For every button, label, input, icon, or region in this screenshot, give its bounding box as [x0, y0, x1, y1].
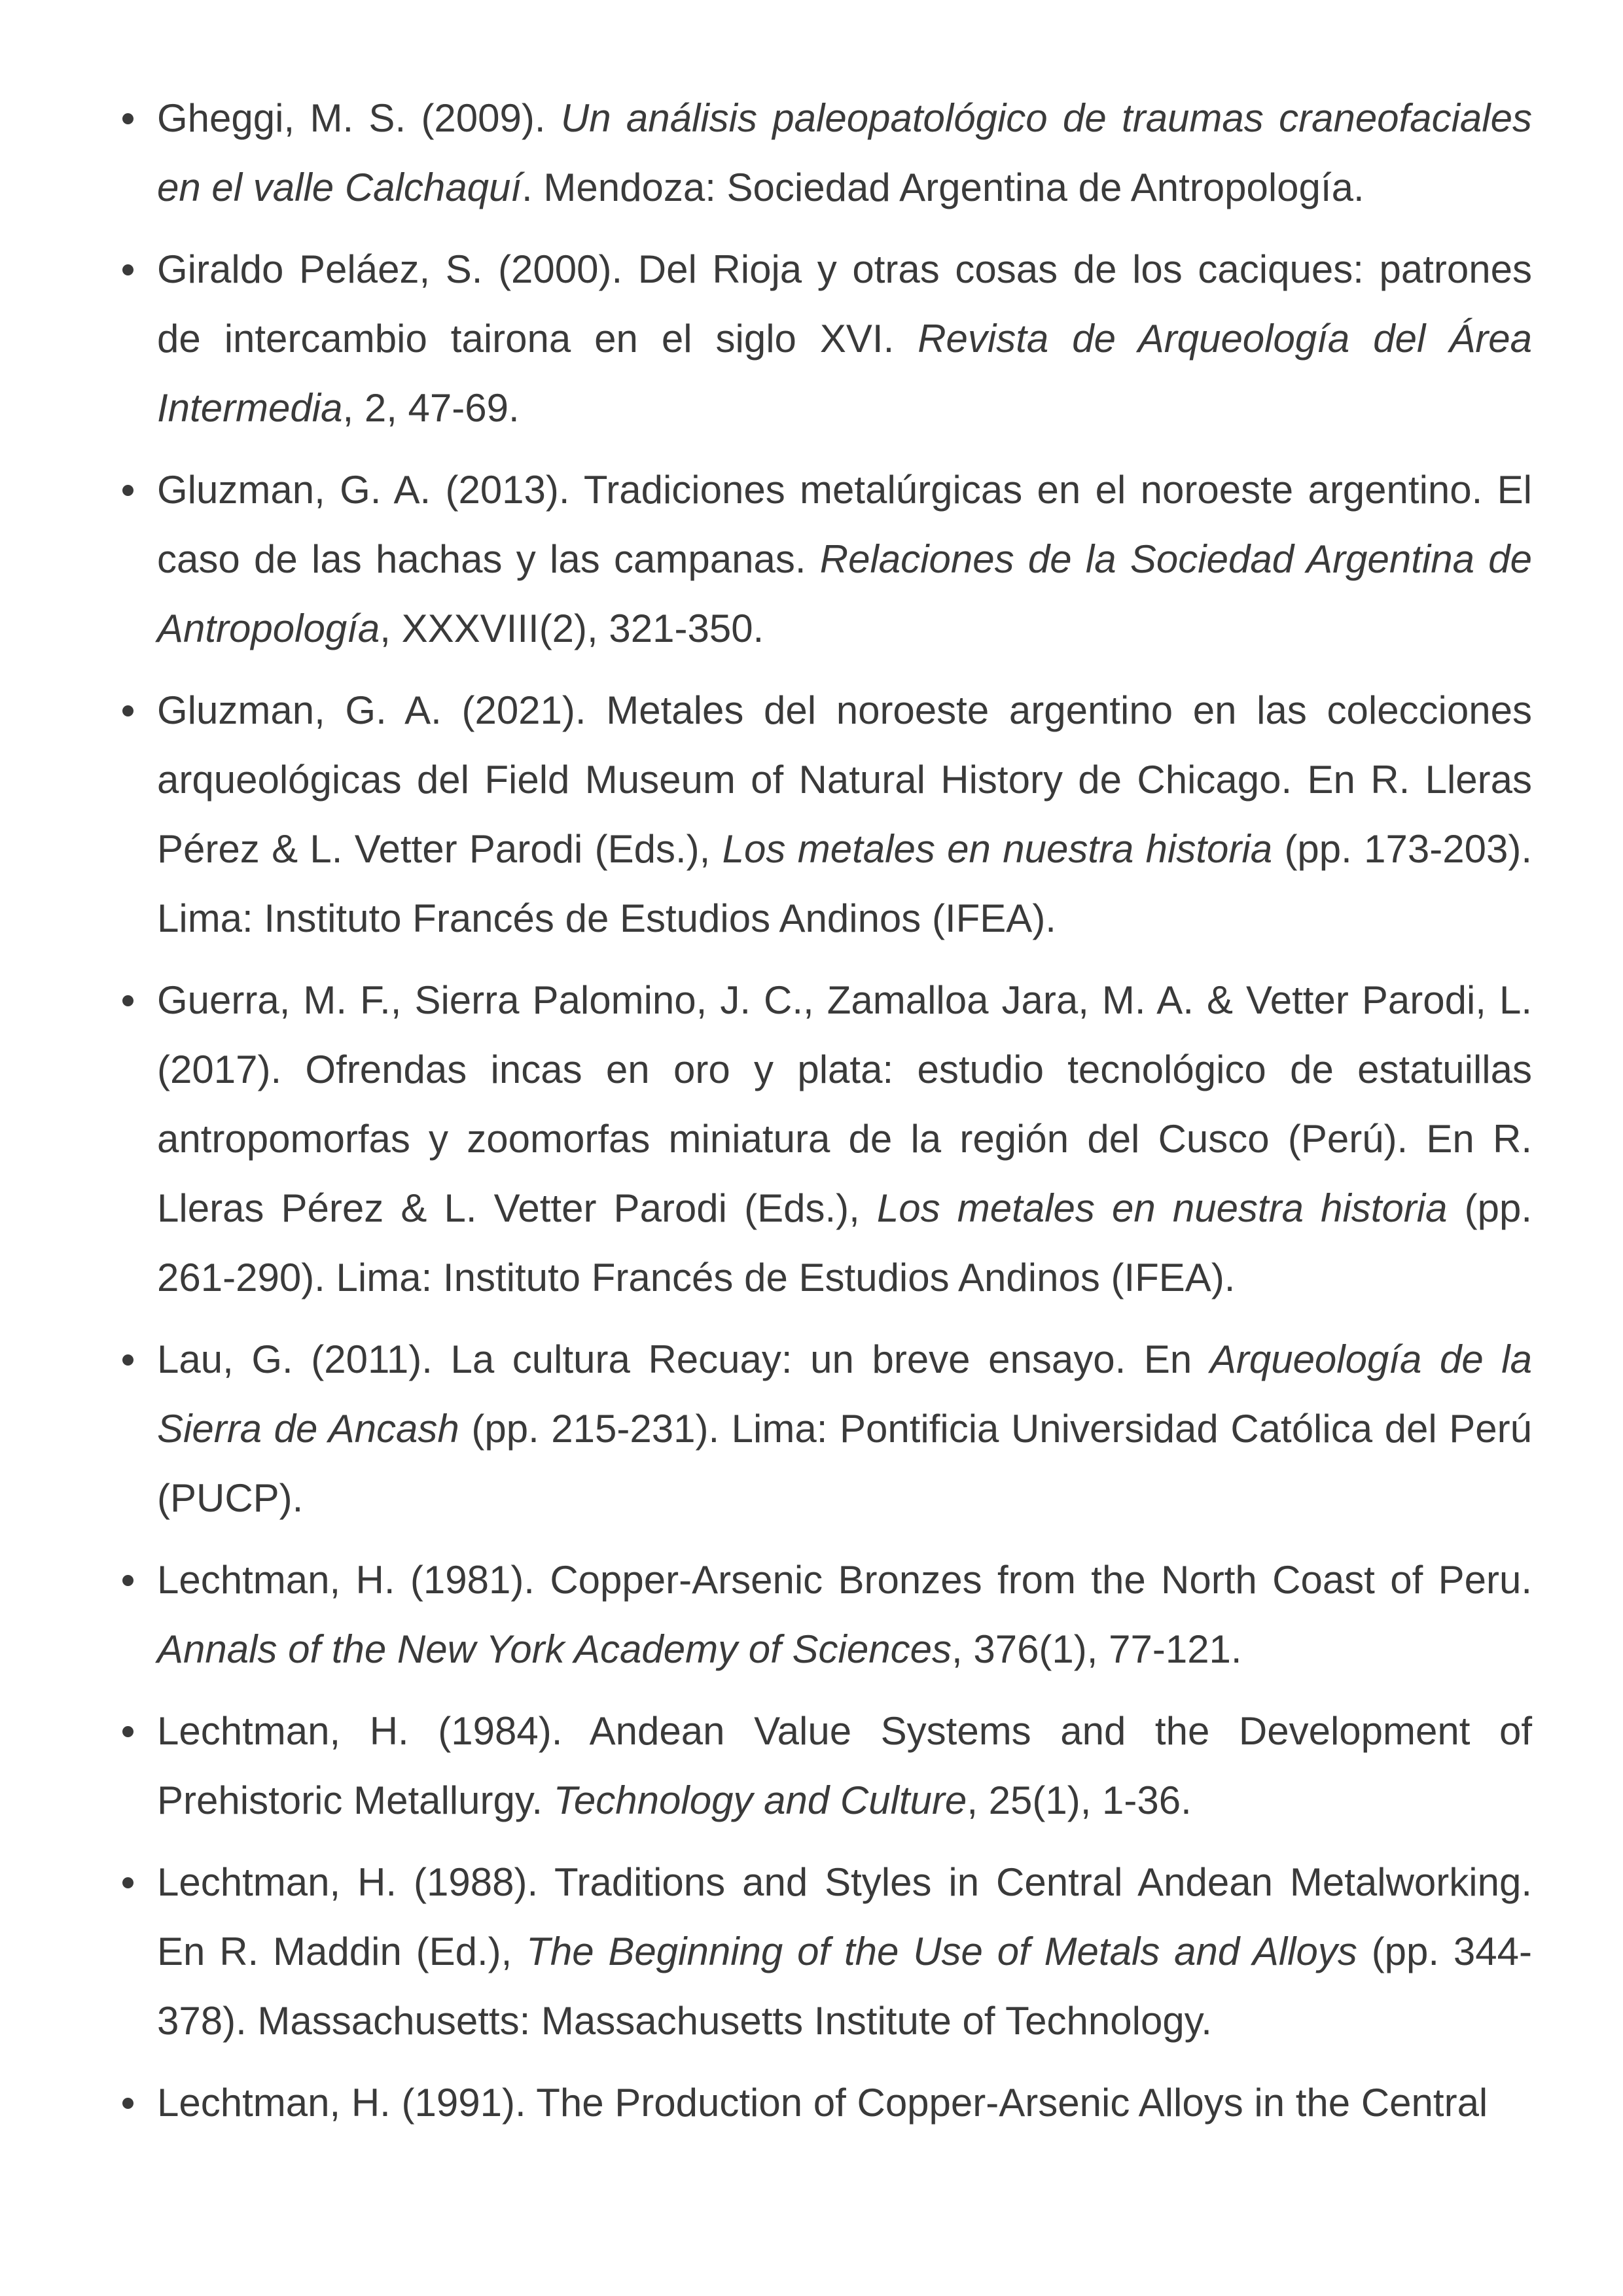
reference-item [157, 2068, 1532, 2138]
reference-text: Gluzman, G. A. (2013). Tradiciones metalúrgicas en el noroeste argentino. El caso de las hachas y las campanas. [157, 468, 1532, 581]
reference-text: Lechtman, H. (1991). The Production of Copper-Arsenic Alloys in the Central [157, 2081, 1488, 2125]
reference-item [157, 1325, 1532, 1533]
reference-item [157, 1697, 1532, 1835]
reference-item [157, 84, 1532, 222]
reference-title: Revista de Arqueología del Área Intermedia [157, 317, 1532, 430]
reference-item [157, 1545, 1532, 1684]
reference-item [157, 676, 1532, 953]
reference-text: Lau, G. (2011). La cultura Recuay: un breve ensayo. En [157, 1337, 1210, 1381]
reference-item [157, 235, 1532, 443]
reference-item [157, 455, 1532, 663]
reference-text: . Mendoza: Sociedad Argentina de Antropología. [522, 166, 1364, 209]
reference-title: The Beginning of the Use of Metals and Alloys [526, 1930, 1357, 1973]
reference-text: , XXXVIII(2), 321-350. [380, 607, 764, 650]
reference-list [157, 84, 1532, 2150]
reference-text: (pp. 173-203). Lima: Instituto Francés de Estudios Andinos (IFEA). [157, 827, 1533, 940]
reference-text: Guerra, M. F., Sierra Palomino, J. C., Zamalloa Jara, M. A. & Vetter Parodi, L. (2017). Ofrendas incas en oro y plata: estudio tecnológico de estatuillas antropomorfas y zoomorfas miniatura de la región del Cusco (Perú). En R. Lleras Pérez & L. Vetter Parodi (Eds.), [157, 978, 1532, 1230]
reference-text: , 25(1), 1-36. [967, 1778, 1192, 1822]
reference-text: Giraldo Peláez, S. (2000). Del Rioja y otras cosas de los caciques: patrones de intercambio tairona en el siglo XVI. [157, 247, 1532, 361]
reference-text: Lechtman, H. (1981). Copper-Arsenic Bronzes from the North Coast of Peru. [157, 1558, 1532, 1602]
reference-title: Un análisis paleopatológico de traumas craneofaciales en el valle Calchaquí [157, 96, 1532, 209]
reference-title: Los metales en nuestra historia [876, 1186, 1448, 1230]
reference-text: Lechtman, H. (1988). Traditions and Styles in Central Andean Metalworking. En R. Maddin (Ed.), [157, 1860, 1532, 1973]
reference-title: Relaciones de la Sociedad Argentina de Antropología [157, 537, 1532, 650]
reference-text: , 2, 47-69. [342, 386, 520, 430]
reference-item [157, 1848, 1532, 2056]
reference-text: , 376(1), 77-121. [951, 1627, 1242, 1671]
reference-text: (pp. 215-231). Lima: Pontificia Universidad Católica del Perú (PUCP). [157, 1407, 1532, 1520]
reference-item [157, 966, 1532, 1313]
reference-title: Technology and Culture [553, 1778, 967, 1822]
reference-text: (pp. 261-290). Lima: Instituto Francés de Estudios Andinos (IFEA). [157, 1186, 1533, 1299]
reference-text: (pp. 344-378). Massachusetts: Massachusetts Institute of Technology. [157, 1930, 1532, 2043]
reference-text: Gheggi, M. S. (2009). [157, 96, 561, 140]
reference-title: Los metales en nuestra historia [722, 827, 1273, 871]
reference-text: Lechtman, H. (1984). Andean Value Systems and the Development of Prehistoric Metallurgy. [157, 1709, 1532, 1822]
reference-text: Gluzman, G. A. (2021). Metales del noroeste argentino en las colecciones arqueológicas del Field Museum of Natural History de Chicago. En R. Lleras Pérez & L. Vetter Parodi (Eds.), [157, 688, 1532, 871]
reference-title: Annals of the New York Academy of Sciences [157, 1627, 952, 1671]
reference-title: Arqueología de la Sierra de Ancash [157, 1337, 1532, 1451]
